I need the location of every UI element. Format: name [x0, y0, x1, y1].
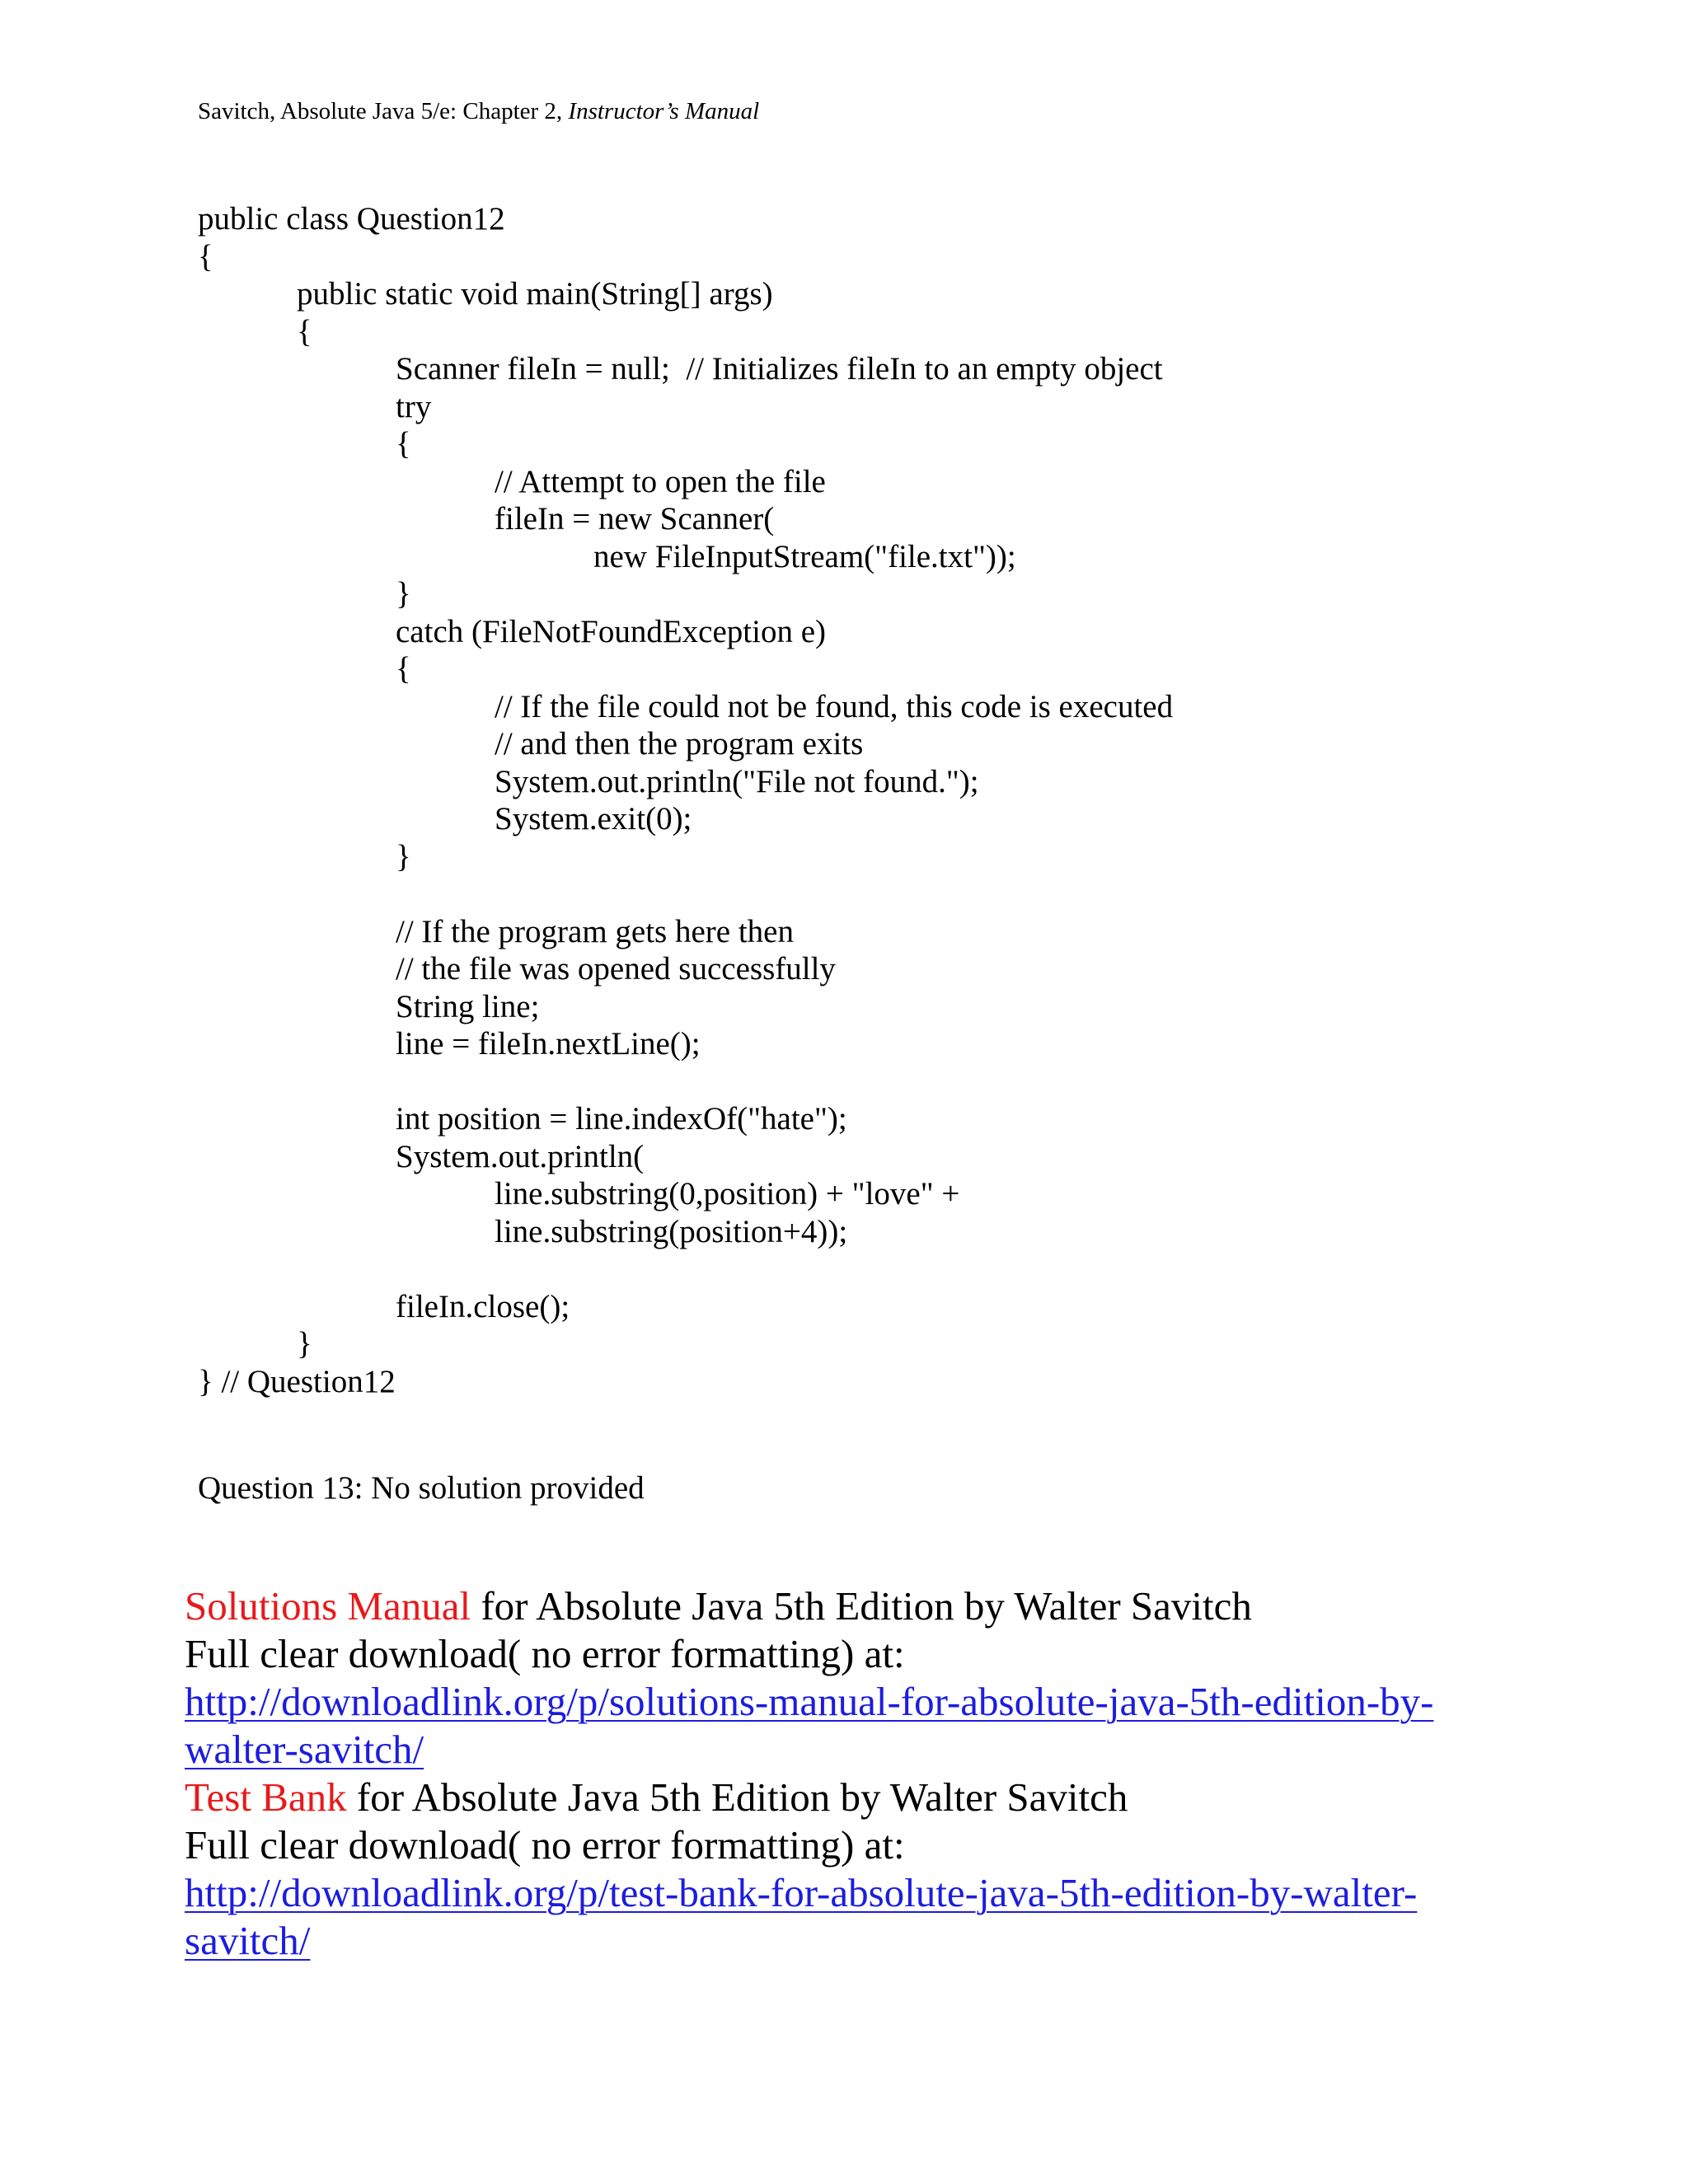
testbank-link-line1-row — [185, 1869, 1470, 1917]
code-line: public class Question12 — [198, 201, 505, 237]
solutions-link-line1[interactable]: http://downloadlink.org/p/solutions-manual-for-absolute-java-5th-edition-by- — [185, 1679, 1434, 1724]
code-line: fileIn = new Scanner( — [495, 501, 775, 537]
code-line: Scanner fileIn = null; // Initializes fileIn to an empty object — [396, 351, 1163, 387]
testbank-title-line — [185, 1774, 1470, 1821]
question-13-note: Question 13: No solution provided — [198, 1470, 645, 1506]
code-line: line.substring(0,position) + "love" + — [495, 1176, 960, 1212]
code-line: } — [396, 576, 411, 612]
testbank-link-line2-row — [185, 1917, 1470, 1965]
solutions-link-line1-row — [185, 1678, 1470, 1726]
solutions-download-text: Full clear download( no error formatting) at: — [185, 1631, 905, 1676]
code-line — [198, 875, 1599, 913]
code-line: { — [297, 313, 312, 349]
download-promo — [185, 1582, 1470, 1965]
code-line: } — [396, 838, 411, 874]
testbank-title-rest: for Absolute Java 5th Edition by Walter Savitch — [346, 1774, 1128, 1820]
code-line: try — [396, 388, 432, 424]
testbank-link-line1[interactable]: http://downloadlink.org/p/test-bank-for-absolute-java-5th-edition-by-walter- — [185, 1870, 1418, 1915]
code-line: System.exit(0); — [495, 801, 692, 837]
code-line: fileIn.close(); — [396, 1288, 570, 1324]
testbank-download-text: Full clear download( no error formatting) at: — [185, 1822, 905, 1868]
solutions-manual-label: Solutions Manual — [185, 1583, 471, 1629]
code-line: { — [396, 651, 411, 687]
code-line: { — [198, 238, 213, 274]
solutions-link-line2[interactable]: walter-savitch/ — [185, 1727, 424, 1772]
code-line — [198, 1250, 1599, 1288]
code-line: line.substring(position+4)); — [495, 1213, 848, 1249]
testbank-link-line2[interactable]: savitch/ — [185, 1918, 311, 1963]
code-line: catch (FileNotFoundException e) — [396, 613, 827, 649]
code-line: // and then the program exits — [495, 726, 864, 762]
code-line: // If the program gets here then — [396, 913, 794, 949]
page-header — [198, 97, 759, 125]
code-listing — [198, 200, 1599, 1400]
solutions-title-line — [185, 1582, 1470, 1630]
code-line: // Attempt to open the file — [495, 463, 826, 499]
code-line: } // Question12 — [198, 1363, 396, 1399]
solutions-link-line2-row — [185, 1726, 1470, 1774]
header-italic-title: Instructor’s Manual — [568, 98, 760, 124]
code-line: int position = line.indexOf("hate"); — [396, 1101, 847, 1137]
code-line: public static void main(String[] args) — [297, 276, 773, 312]
code-line — [198, 1063, 1599, 1101]
code-line: System.out.println( — [396, 1138, 645, 1174]
code-line: // the file was opened successfully — [396, 951, 836, 987]
code-line: new FileInputStream("file.txt")); — [593, 538, 1016, 574]
code-line: // If the file could not be found, this code is executed — [495, 688, 1174, 724]
header-prefix: Savitch, Absolute Java 5/e: Chapter 2, — [198, 98, 569, 124]
code-line: String line; — [396, 988, 540, 1024]
code-line: } — [297, 1326, 312, 1361]
solutions-title-rest: for Absolute Java 5th Edition by Walter Savitch — [471, 1583, 1252, 1629]
code-line: line = fileIn.nextLine(); — [396, 1026, 701, 1062]
test-bank-label: Test Bank — [185, 1774, 347, 1820]
code-line: System.out.println("File not found."); — [495, 763, 979, 799]
code-line: { — [396, 426, 411, 462]
